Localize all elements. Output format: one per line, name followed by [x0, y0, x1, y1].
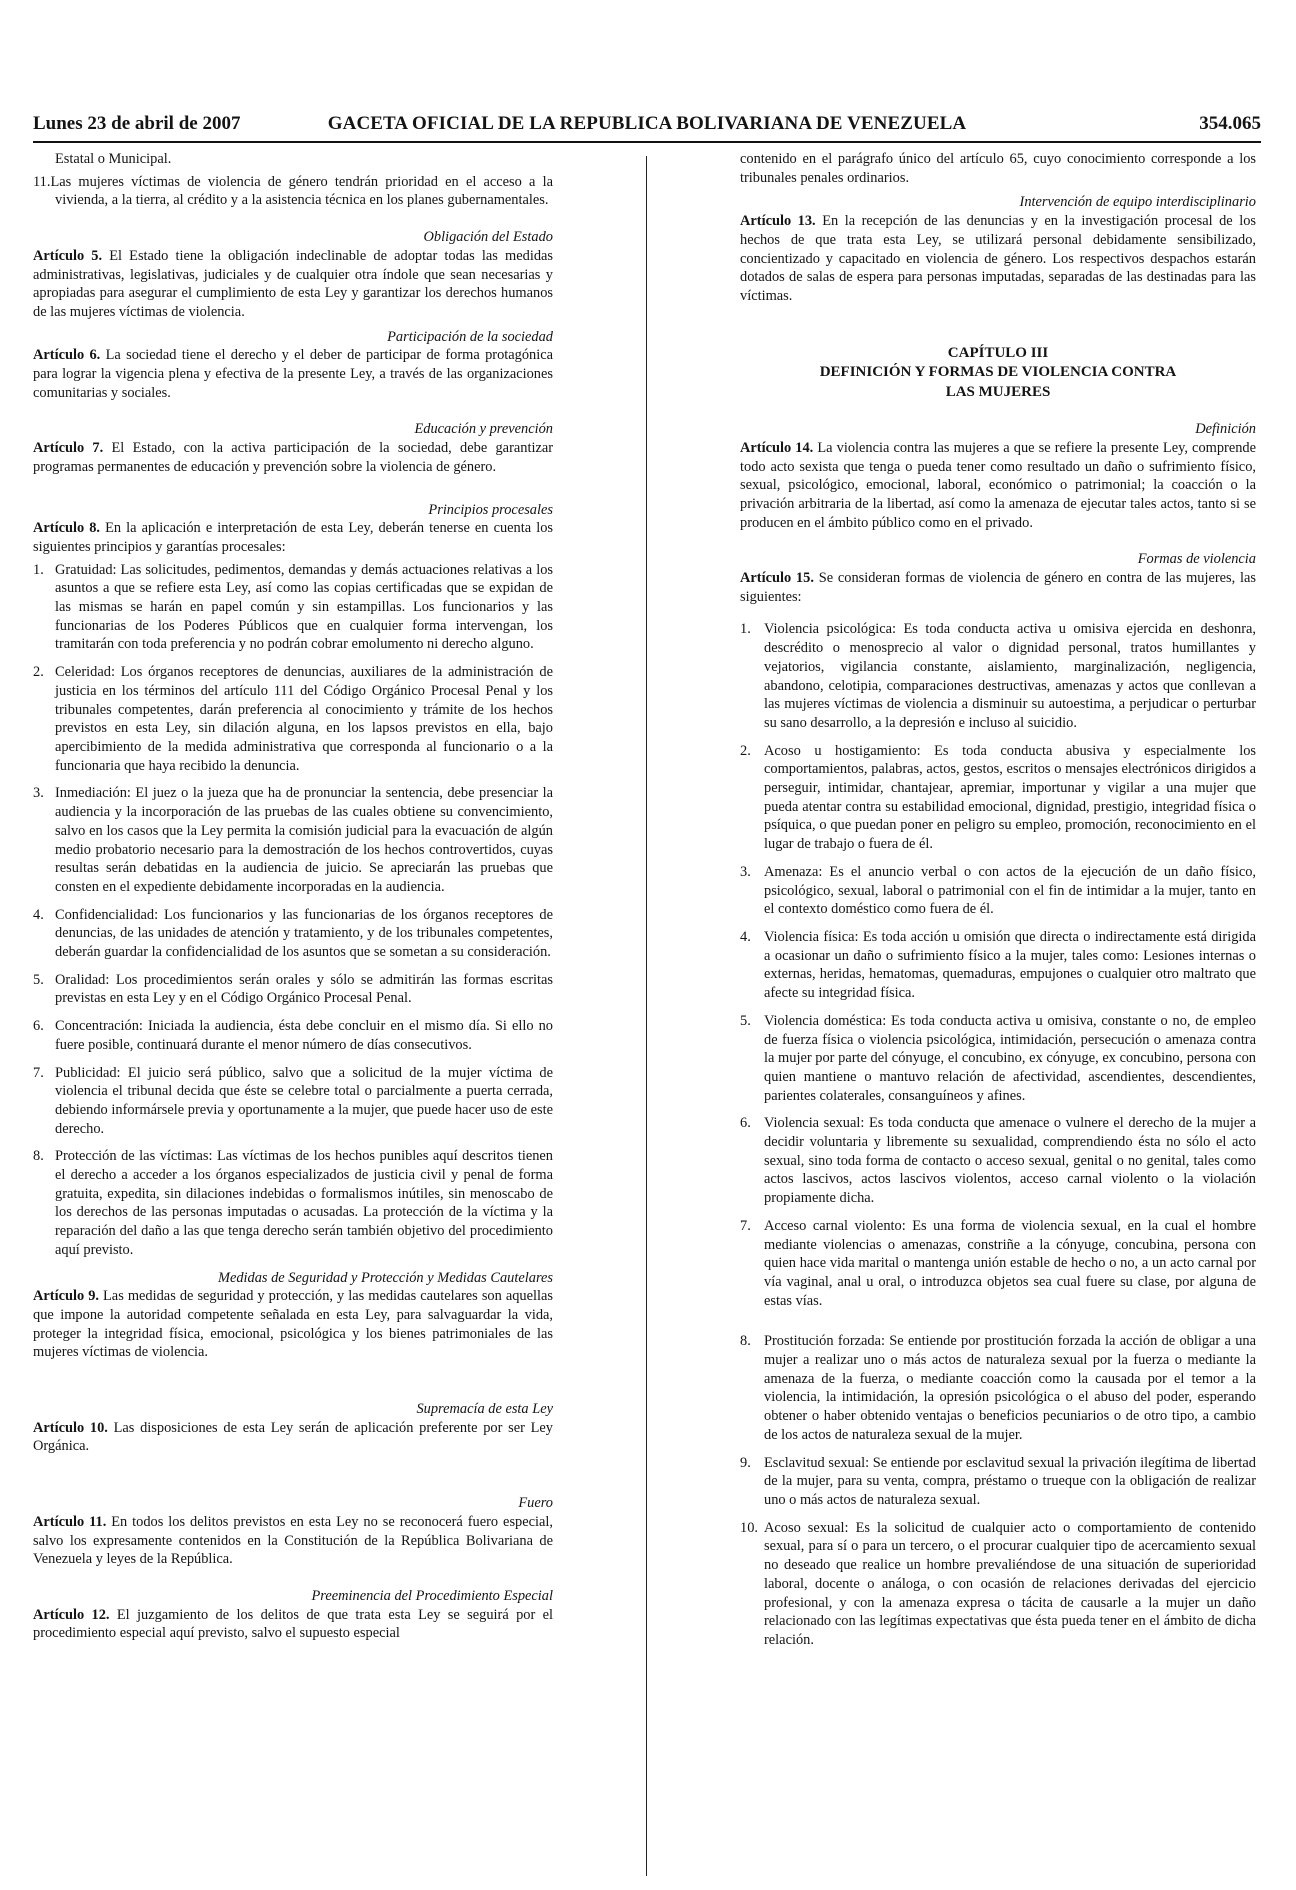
- list-item: [740, 1519, 1256, 1650]
- article-label: Artículo 10.: [33, 1419, 108, 1436]
- list-number: 4.: [740, 929, 751, 945]
- list-number: 5.: [740, 1012, 751, 1029]
- article-text: La violencia contra las mujeres a que se refiere la presente Ley, comprende todo acto sexista que tenga o pueda tener como resultado un daño o sufrimiento físico, sexual, psicológico, emocional, laboral, económico o patrimonial; la coacción o la privación arbitraria de la libertad, así como la amenaza de ejecutar tales actos, tanto si se producen en el ámbito público como en el privado.: [740, 439, 1256, 531]
- list-text: Prostitución forzada: Se entiende por prostitución forzada la acción de obligar a una mujer a realizar uno o más actos de naturaleza sexual por la fuerza o mediante la amenaza de la fuerza, o mediante coacción como la causada por el temor a la violencia, la intimidación, la opresión psicológica o el abuso del poder, esperando obtener o haber obtenido ventajas o beneficios pecuniarios o de otro tipo, a cambio de los actos de naturaleza sexual de la mujer.: [764, 1333, 1256, 1443]
- article-text: Se consideran formas de violencia de género en contra de las mujeres, las siguientes:: [740, 570, 1256, 605]
- violence-forms-list: [740, 620, 1256, 1649]
- article-label: Artículo 13.: [740, 213, 816, 230]
- article-text: Las medidas de seguridad y protección, y las medidas cautelares son aquellas que impone la autoridad competente señalada en esta Ley, para salvaguardar la vida, proteger la integridad física, emocional, psicológica y los bienes patrimoniales de las mujeres víctimas de violencia.: [33, 1288, 553, 1361]
- list-text: Concentración: Iniciada la audiencia, ésta debe concluir en el mismo día. Si ello no fuere posible, continuará durante el menor número de días consecutivos.: [55, 1018, 553, 1053]
- list-number: 6.: [33, 1018, 44, 1035]
- list-item: [33, 784, 553, 896]
- left-column: [33, 150, 553, 1643]
- list-text: Violencia psicológica: Es toda conducta activa u omisiva ejercida en deshonra, descrédito o menosprecio al valor o dignidad personal, tratos humillantes y vejatorios, vigilancia constante, aislamiento, marginalización, negligencia, abandono, celotipia, comparaciones destructivas, amenazas y actos que conllevan a las mujeres víctimas de violencia a disminuir su autoestima, a perjudicar o perturbar su sano desarrollo, a la depresión e incluso al suicidio.: [764, 621, 1256, 731]
- article-10: [33, 1419, 553, 1456]
- list-text: Violencia doméstica: Es toda conducta activa u omisiva, constante o no, de empleo de fuerza física o violencia psicológica, intimidación, persecución o amenaza contra la mujer por parte del cónyuge, el concubino, ex cónyuge, ex concubino, persona con quien mantiene o mantuvo relación de afectividad, ascendientes, descendientes, parientes colaterales, consanguíneos y afines.: [764, 1012, 1256, 1104]
- list-text: Oralidad: Los procedimientos serán orales y sólo se admitirán las formas escritas previstas en esta Ley y en el Código Orgánico Procesal Penal.: [55, 971, 553, 1007]
- article-11: [33, 1513, 553, 1569]
- list-item: [33, 971, 553, 1008]
- list-item: [740, 1332, 1256, 1444]
- article-label: Artículo 15.: [740, 570, 814, 587]
- list-text: Amenaza: Es el anuncio verbal o con actos de la ejecución de un daño físico, psicológico, sexual, laboral o patrimonial con el fin de intimidar a la mujer, tanto en el contexto doméstico como fuera de él.: [764, 863, 1256, 918]
- chapter-title-line1: DEFINICIÓN Y FORMAS DE VIOLENCIA CONTRA: [819, 364, 1177, 381]
- list-item: [33, 906, 553, 962]
- list-number: 1.: [33, 561, 44, 578]
- list-item: [33, 1147, 553, 1259]
- list-number: 4.: [33, 906, 44, 923]
- article-label: Artículo 7.: [33, 440, 104, 457]
- list-item: [740, 742, 1256, 854]
- header-date: Lunes 23 de abril de 2007: [33, 113, 241, 134]
- list-number: 2.: [33, 664, 44, 681]
- article-text: En la recepción de las denuncias y en la investigación procesal de los hechos de que trata esta Ley, se utilizará personal debidamente sensibilizado, concientizado y capacitado en violencia de género. Los respectivos despachos estarán dotados de salas de espera para personas imputadas, separadas de las destinadas para las víctimas.: [740, 213, 1257, 304]
- list-number: 8.: [740, 1333, 751, 1350]
- article-label: Artículo 12.: [33, 1606, 110, 1623]
- article-text: En todos los delitos previstos en esta Ley no se reconocerá fuero especial, salvo los expresamente contenidos en la Constitución de la República Bolivariana de Venezuela y leyes de la República.: [33, 1513, 553, 1568]
- list-text: Acceso carnal violento: Es una forma de violencia sexual, en la cual el hombre mediante violencias o amenazas, constriñe a la cónyuge, concubina, persona con quien hace vida marital o mantenga unión estable de hecho o no, a un acto carnal por vía vaginal, anal u oral, o introduzca objetos sea cual fuere su clase, por alguna de estas vías.: [764, 1217, 1256, 1309]
- list-text: Esclavitud sexual: Se entiende por esclavitud sexual la privación ilegítima de libertad de la mujer, para su venta, compra, préstamo o trueque con la obligación de realizar uno o más actos de naturaleza sexual.: [764, 1454, 1256, 1508]
- list-item: [740, 928, 1256, 1003]
- section-heading: Educación y prevención: [414, 421, 553, 438]
- list-item: [33, 1017, 553, 1054]
- article-text: En la aplicación e interpretación de esta Ley, deberán tenerse en cuenta los siguientes principios y garantías procesales:: [33, 520, 553, 555]
- article-label: Artículo 9.: [33, 1288, 99, 1305]
- list-text: Acoso sexual: Es la solicitud de cualquier acto o comportamiento de contenido sexual, para sí o para un tercero, o el procurar cualquier tipo de acercamiento sexual no deseado que realice un hombre prevaliéndose de una situación de superioridad laboral, docente o análoga, o con ocasión de relaciones derivadas del ejercicio profesional, y con la amenaza expresa o tácita de causarle a la mujer un daño relacionado con las legítimas expectativas que ésta pueda tener en el ámbito de dicha relación.: [764, 1519, 1256, 1648]
- list-number: 6.: [740, 1115, 751, 1132]
- article-text: El juzgamiento de los delitos de que trata esta Ley se seguirá por el procedimiento especial aquí previsto, salvo el supuesto especial: [33, 1606, 553, 1642]
- principles-list: [33, 561, 553, 1260]
- list-number: 9.: [740, 1454, 751, 1471]
- list-number: 7.: [740, 1217, 751, 1234]
- list-text: Protección de las víctimas: Las víctimas de los hechos punibles aquí descritos tienen el derecho a acceder a los órganos especializados de justicia civil y penal de forma gratuita, expedita, sin dilaciones indebidas o formalismos inútiles, sin menoscabo de los derechos de las personas imputadas o acusadas. La protección de la víctima y la reparación del daño a las que tenga derecho serán también objetivo del procedimiento aquí previsto.: [55, 1148, 553, 1258]
- list-number: 3.: [33, 785, 44, 802]
- article-label: Artículo 14.: [740, 439, 814, 456]
- article-label: Artículo 6.: [33, 347, 101, 364]
- section-heading: Participación de la sociedad: [387, 328, 553, 345]
- section-heading: Medidas de Seguridad y Protección y Medidas Cautelares: [217, 1269, 553, 1286]
- section-heading: Intervención de equipo interdisciplinario: [1019, 194, 1256, 211]
- list-number: 7.: [33, 1064, 44, 1081]
- article-text: La sociedad tiene el derecho y el deber de participar de forma protagónica para lograr la vigencia plena y efectiva de la presente Ley, a través de las organizaciones comunitarias y sociales.: [33, 347, 554, 401]
- section-heading: Principios procesales: [428, 501, 553, 518]
- section-heading: Fuero: [518, 1495, 553, 1512]
- list-item: [33, 561, 553, 655]
- list-text: Inmediación: El juez o la jueza que ha de pronunciar la sentencia, debe presenciar la audiencia y la incorporación de las pruebas de las cuales obtiene su convencimiento, salvo en los casos que la Ley permita la comisión judicial para la evacuación de algún medio probatorio necesario para la demostración de los hechos controvertidos, cuyas resultas serán debatidas en la audiencia de juicio. Se apreciarán las pruebas que consten en el expediente debidamente incorporadas en la audiencia.: [55, 785, 553, 895]
- list-number: 3.: [740, 863, 751, 880]
- header-page-number: 354.065: [1199, 113, 1261, 134]
- article-8: [33, 519, 553, 556]
- section-heading: Supremacía de esta Ley: [416, 1401, 553, 1418]
- header-title: GACETA OFICIAL DE LA REPUBLICA BOLIVARIANA DE VENEZUELA: [327, 113, 967, 134]
- chapter-number: CAPÍTULO III: [947, 344, 1049, 361]
- list-item: [33, 1064, 553, 1139]
- list-item: [740, 1454, 1256, 1510]
- section-heading: Obligación del Estado: [423, 229, 553, 246]
- list-text: Gratuidad: Las solicitudes, pedimentos, demandas y demás actuaciones relativas a los asuntos a que se refiere esta Ley, así como las copias certificadas que se expidan de las mismas se harán en papel común y sin estampillas. Los funcionarios y las funcionarias de los Poderes Públicos que en cualquier forma intervengan, los tramitarán con toda preferencia y no podrán cobrar emolumento ni derecho alguno.: [55, 561, 553, 653]
- article-label: Artículo 8.: [33, 520, 101, 537]
- section-heading: Preeminencia del Procedimiento Especial: [311, 1588, 553, 1604]
- article-13: [740, 212, 1256, 306]
- list-item: [33, 663, 553, 775]
- article-label: Artículo 11.: [33, 1513, 107, 1530]
- article-text: El Estado, con la activa participación de la sociedad, debe garantizar programas permanentes de educación y prevención sobre la violencia de género.: [33, 440, 554, 475]
- list-text: Celeridad: Los órganos receptores de denuncias, auxiliares de la administración de justicia en los términos del artículo 111 del Código Orgánico Procesal Penal y los tribunales competentes, darán preferencia al conocimiento y trámite de los hechos previstos en esta Ley, sin dilación alguna, en los lapsos previstos en ella, bajo apercibimiento de la medida administrativa que corresponda al funcionario o a la funcionaria que haya recibido la denuncia.: [55, 664, 553, 774]
- right-column: [740, 150, 1256, 1659]
- list-text: Violencia sexual: Es toda conducta que amenace o vulnere el derecho de la mujer a decidir voluntaria y libremente su sexualidad, comprendiendo ésta no sólo el acto sexual, sino toda forma de contacto o acceso sexual, genital o no genital, tales como actos lascivos, actos lascivos violentos, acceso carnal violento o la violación propiamente dicha.: [764, 1115, 1256, 1207]
- continuation-text: Estatal o Municipal.: [55, 151, 172, 167]
- continuation-text: contenido en el parágrafo único del artículo 65, cuyo conocimiento corresponde a los tribunales penales ordinarios.: [740, 151, 1256, 186]
- article-label: Artículo 5.: [33, 247, 103, 264]
- article-5: [33, 247, 553, 322]
- list-item: [740, 863, 1256, 919]
- section-heading: Formas de violencia: [1137, 551, 1256, 568]
- list-item-11: 11.Las mujeres víctimas de violencia de género tendrán prioridad en el acceso a la vivienda, a la tierra, al crédito y a la asistencia técnica en los planes gubernamentales.: [33, 173, 553, 209]
- list-number: 10.: [740, 1519, 758, 1536]
- list-item: [740, 620, 1256, 732]
- list-text: Confidencialidad: Los funcionarios y las funcionarias de los órganos receptores de denuncias, de las unidades de atención y tratamiento, y de los tribunales competentes, deberán guardar la confidencialidad de los asuntos que se sometan a su consideración.: [55, 906, 553, 961]
- list-item: [740, 1012, 1256, 1106]
- article-text: Las disposiciones de esta Ley serán de aplicación preferente por ser Ley Orgánica.: [33, 1419, 553, 1455]
- column-divider: [646, 156, 647, 1876]
- article-15: [740, 569, 1256, 606]
- article-14: [740, 439, 1256, 533]
- list-number: 1.: [740, 621, 751, 638]
- article-9: [33, 1287, 553, 1362]
- page-header: [33, 111, 1261, 143]
- list-number: 2.: [740, 742, 751, 759]
- article-6: [33, 346, 553, 402]
- list-text: Violencia física: Es toda acción u omisión que directa o indirectamente está dirigida a ocasionar un daño o sufrimiento físico a la mujer, tales como: Lesiones internas o externas, heridas, hematomas, quemaduras, empujones o cualquier otro maltrato que afecte su integridad física.: [764, 929, 1256, 1002]
- chapter-title-line2: LAS MUJERES: [945, 383, 1051, 400]
- list-text: Acoso u hostigamiento: Es toda conducta abusiva y especialmente los comportamientos, palabras, actos, gestos, escritos o mensajes electrónicos dirigidos a perseguir, intimidar, chantajear, apremiar, importunar y vigilar a una mujer que pueda atentar contra su estabilidad emocional, dignidad, prestigio, integridad física o psíquica, o que puedan poner en peligro su empleo, promoción, reconocimiento en el lugar de trabajo o fuera de él.: [764, 742, 1256, 853]
- article-12: [33, 1606, 553, 1643]
- list-item: [740, 1114, 1256, 1208]
- list-number: 8.: [33, 1148, 44, 1165]
- list-item: [740, 1217, 1256, 1311]
- chapter-heading: [740, 344, 1256, 403]
- article-7: [33, 439, 553, 476]
- article-text: El Estado tiene la obligación indeclinable de adoptar todas las medidas administrativas, legislativas, judiciales y de cualquier otra índole que sean necesarias y apropiadas para asegurar el cumplimiento de esta Ley y garantizar los derechos humanos de las mujeres víctimas de violencia.: [33, 247, 553, 320]
- section-heading: Definición: [1195, 421, 1256, 438]
- list-number: 5.: [33, 971, 44, 988]
- list-text: Publicidad: El juicio será público, salvo que a solicitud de la mujer víctima de violencia el tribunal decida que éste se celebre total o parcialmente a puerta cerrada, debiendo informársele previa y oportunamente a la mujer, que puede hacer uso de este derecho.: [55, 1064, 553, 1137]
